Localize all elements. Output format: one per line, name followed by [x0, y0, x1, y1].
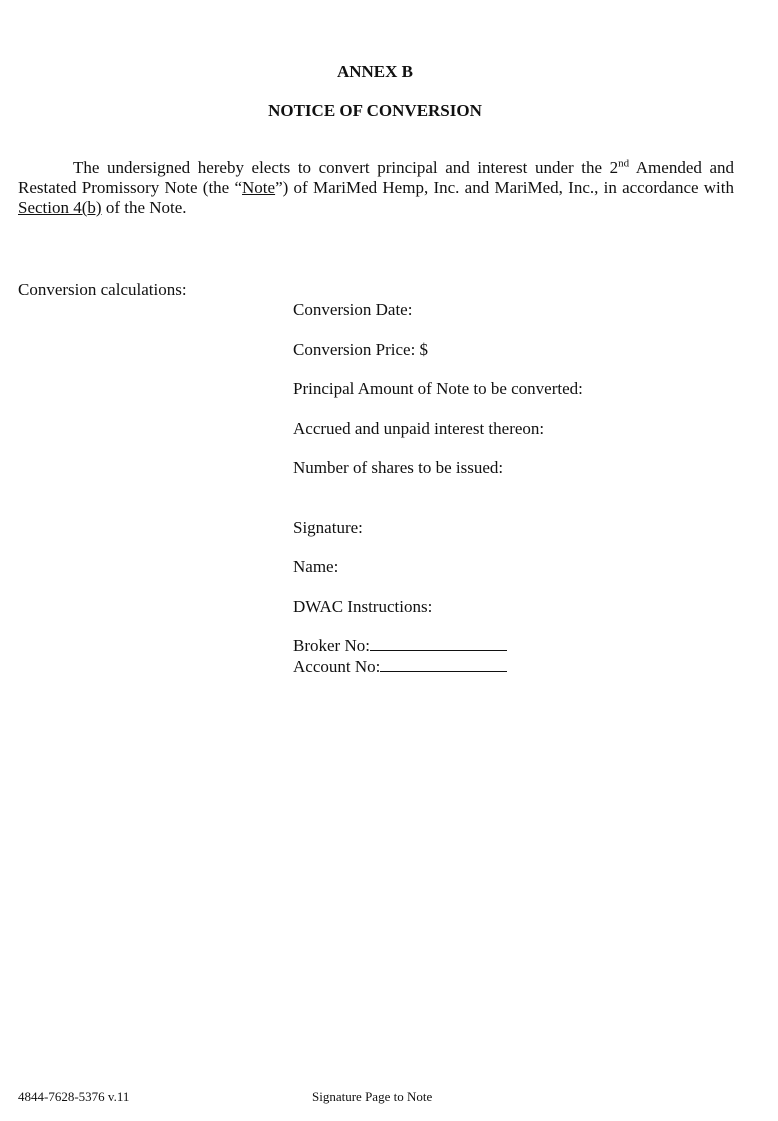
calculations-label: Conversion calculations:: [18, 280, 187, 299]
account-number-row: [293, 657, 507, 677]
footer-page-label: Signature Page to Note: [312, 1089, 433, 1104]
election-paragraph: [18, 158, 734, 218]
broker-number-blank[interactable]: [370, 636, 507, 651]
ordinal-suffix: nd: [618, 157, 630, 170]
signature-field: Signature:: [293, 518, 363, 537]
shares-field: Number of shares to be issued:: [293, 458, 504, 477]
account-number-blank[interactable]: [380, 657, 507, 672]
broker-number-row: [293, 636, 507, 656]
page-title: NOTICE OF CONVERSION: [268, 101, 482, 120]
paragraph-text: of the Note.: [101, 198, 187, 217]
section-link[interactable]: Section 4(b): [18, 198, 102, 217]
account-number-label: Account No:: [293, 657, 381, 676]
accrued-interest-field: Accrued and unpaid interest thereon:: [293, 419, 545, 438]
broker-number-label: Broker No:: [293, 636, 370, 655]
annex-heading: ANNEX B: [336, 62, 414, 81]
dwac-instructions-label: DWAC Instructions:: [293, 597, 433, 616]
paragraph-text: The undersigned hereby elects to convert principal and interest under the 2: [73, 158, 619, 177]
principal-amount-field: Principal Amount of Note to be converted:: [293, 379, 583, 398]
paragraph-text: Amended and Restated Promissory Note (the “: [18, 158, 734, 197]
conversion-date-field: Conversion Date:: [293, 300, 413, 319]
conversion-price-field: Conversion Price: $: [293, 340, 429, 359]
document-id: 4844-7628-5376 v.11: [18, 1089, 130, 1104]
name-field: Name:: [293, 557, 339, 576]
paragraph-text: ”) of MariMed Hemp, Inc. and MariMed, Inc., in accordance with: [275, 178, 735, 197]
note-link[interactable]: Note: [242, 178, 276, 197]
